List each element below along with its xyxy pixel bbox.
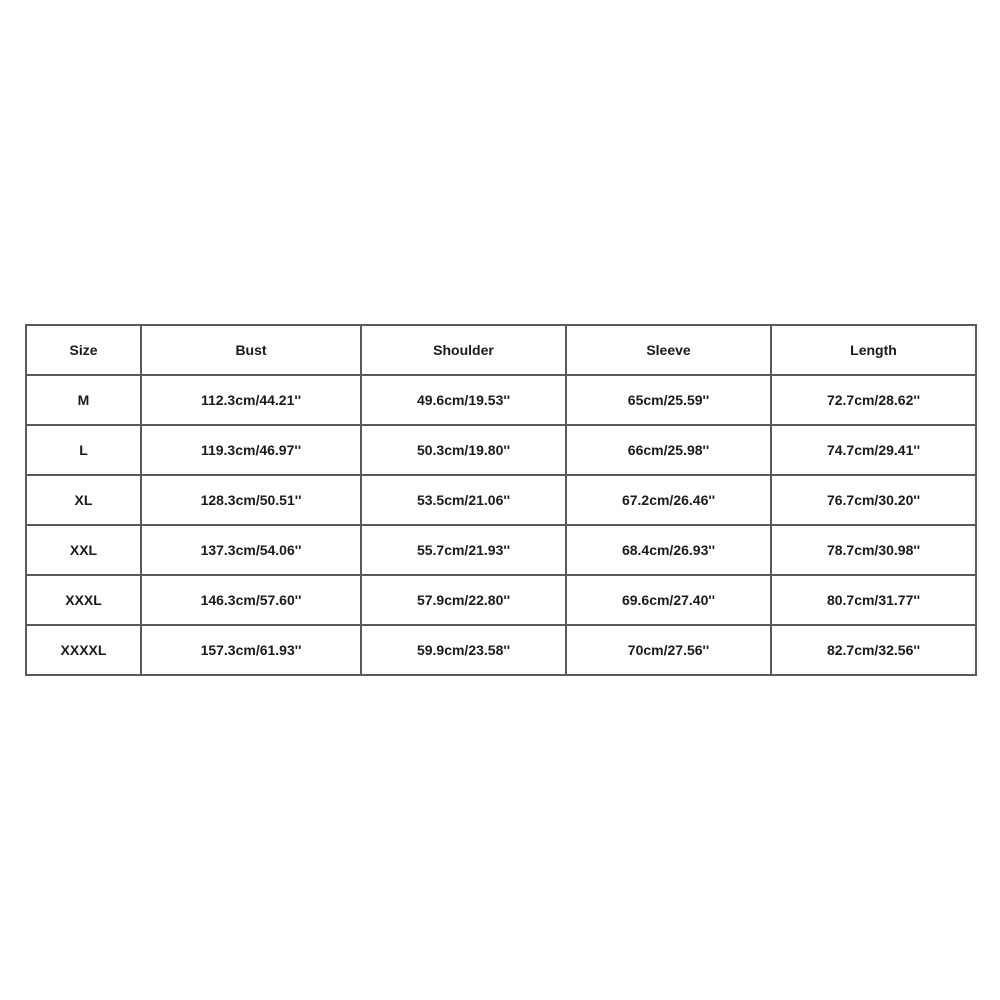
cell-length: 76.7cm/30.20'' xyxy=(771,475,976,525)
table-row xyxy=(26,425,976,475)
cell-bust: 119.3cm/46.97'' xyxy=(141,425,361,475)
cell-length: 80.7cm/31.77'' xyxy=(771,575,976,625)
cell-size: XXL xyxy=(26,525,141,575)
cell-sleeve: 65cm/25.59'' xyxy=(566,375,771,425)
table-body xyxy=(26,375,976,675)
cell-shoulder: 59.9cm/23.58'' xyxy=(361,625,566,675)
header-shoulder: Shoulder xyxy=(361,325,566,375)
size-chart-table xyxy=(25,324,977,676)
cell-sleeve: 69.6cm/27.40'' xyxy=(566,575,771,625)
cell-shoulder: 49.6cm/19.53'' xyxy=(361,375,566,425)
cell-shoulder: 55.7cm/21.93'' xyxy=(361,525,566,575)
cell-sleeve: 66cm/25.98'' xyxy=(566,425,771,475)
cell-size: XXXXL xyxy=(26,625,141,675)
header-bust: Bust xyxy=(141,325,361,375)
cell-shoulder: 53.5cm/21.06'' xyxy=(361,475,566,525)
table-row xyxy=(26,575,976,625)
cell-bust: 137.3cm/54.06'' xyxy=(141,525,361,575)
table-row xyxy=(26,625,976,675)
cell-length: 74.7cm/29.41'' xyxy=(771,425,976,475)
table-row xyxy=(26,525,976,575)
cell-size: XXXL xyxy=(26,575,141,625)
cell-shoulder: 57.9cm/22.80'' xyxy=(361,575,566,625)
header-sleeve: Sleeve xyxy=(566,325,771,375)
cell-size: M xyxy=(26,375,141,425)
table-row xyxy=(26,475,976,525)
cell-bust: 146.3cm/57.60'' xyxy=(141,575,361,625)
cell-sleeve: 67.2cm/26.46'' xyxy=(566,475,771,525)
cell-size: L xyxy=(26,425,141,475)
cell-size: XL xyxy=(26,475,141,525)
cell-bust: 128.3cm/50.51'' xyxy=(141,475,361,525)
cell-length: 82.7cm/32.56'' xyxy=(771,625,976,675)
cell-length: 72.7cm/28.62'' xyxy=(771,375,976,425)
table-row xyxy=(26,375,976,425)
cell-bust: 112.3cm/44.21'' xyxy=(141,375,361,425)
cell-sleeve: 68.4cm/26.93'' xyxy=(566,525,771,575)
cell-bust: 157.3cm/61.93'' xyxy=(141,625,361,675)
header-row xyxy=(26,325,976,375)
cell-length: 78.7cm/30.98'' xyxy=(771,525,976,575)
header-size: Size xyxy=(26,325,141,375)
cell-sleeve: 70cm/27.56'' xyxy=(566,625,771,675)
table-header xyxy=(26,325,976,375)
header-length: Length xyxy=(771,325,976,375)
cell-shoulder: 50.3cm/19.80'' xyxy=(361,425,566,475)
